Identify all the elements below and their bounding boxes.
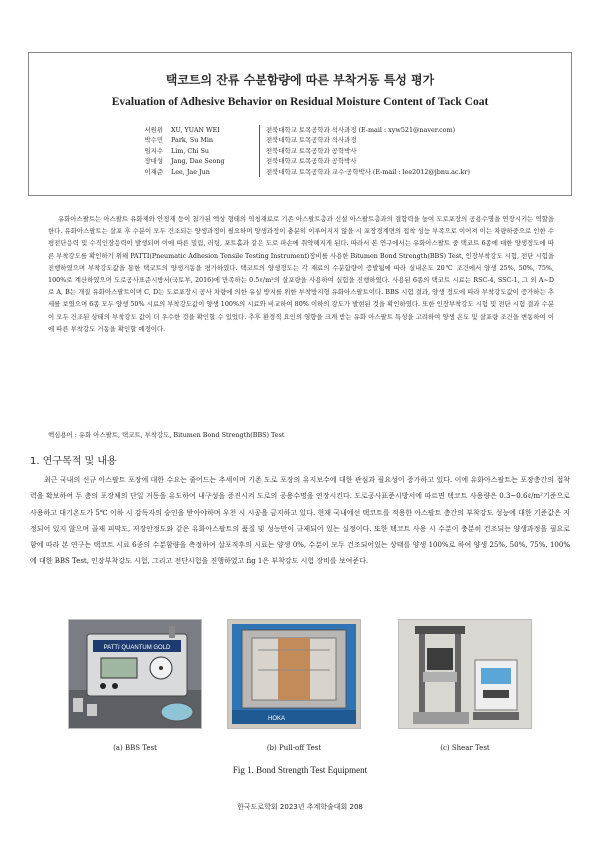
author-english-name: XU, YUAN WEI <box>171 126 220 134</box>
author-row <box>131 167 470 177</box>
figure-shear-test-photo <box>398 619 532 729</box>
author-english-name: Lim, Chi Su <box>171 146 209 155</box>
bbs-device-illustration <box>69 620 201 728</box>
pull-off-chamber-illustration <box>228 620 360 728</box>
author-korean-name: 장대성 <box>144 157 163 166</box>
title-korean: 택코트의 잔류 수분함량에 따른 부착거동 특성 평가 <box>165 73 435 87</box>
author-row <box>131 125 470 135</box>
divider <box>259 146 260 156</box>
author-korean-name: 임지수 <box>144 146 163 155</box>
author-affiliation: 전북대학교 토목공학과 석사과정 <box>266 136 357 145</box>
figure-bbs-test-photo <box>68 619 202 729</box>
author-row <box>131 146 470 156</box>
figure-caption-b: (b) Pull-off Test <box>266 744 322 752</box>
figure-title: Fig 1. Bond Strength Test Equipment <box>232 765 368 775</box>
divider <box>259 135 260 145</box>
author-english-name: Park, Su Min <box>171 136 214 145</box>
page-footer: 한국도로학회 2023년 추계학술대회 208 <box>237 803 363 811</box>
title-english: Evaluation of Adhesive Behavior on Residual Moisture Content of Tack Coat <box>111 96 489 108</box>
shear-machine-illustration <box>399 620 531 728</box>
keywords: 핵심용어 : 유화 아스팔트, 택코트, 부착강도, Bitumen Bond Strength(BBS) Test <box>48 431 285 439</box>
device-label: HOKA <box>268 716 286 722</box>
device-label: PATTI QUANTUM GOLD <box>103 645 171 651</box>
divider <box>259 156 260 166</box>
author-korean-name: 서원위 <box>144 126 163 134</box>
author-korean-name: 이재준 <box>144 167 163 176</box>
author-affiliation: 전북대학교 토목공학과 석사과정 (E-mail : xyw521@naver.com) <box>266 126 456 134</box>
title-box <box>28 52 572 196</box>
author-row <box>131 156 470 166</box>
author-affiliation: 전북대학교 토목공학과 공학박사 <box>266 157 357 166</box>
author-affiliation: 전북대학교 토목공학과 공학박사 <box>266 146 357 155</box>
section-heading: 1. 연구목적 및 내용 <box>30 456 117 467</box>
abstract: 유화아스팔트는 아스팔트 유화제와 안정제 등이 첨가된 액상 형태의 역청재료로 기존 아스팔트층과 신설 아스팔트층과의 결합력을 높여 도로포장의 공용수명을 연장시키는 역할을 한다. 유화아스팔트는 살포 후 수분이 모두 건조되는 양생과정이 필요하며 양생과정이 충분히 이루어지지 않을 시 포장경계면의 접착 성능 부족으로 이어져 이는 차량하중으로 인한 수평전단응력 및 수직인장응력이 발생되며 이에 따른 밀림, 러팅, 포트홀과 같은 도로 파손에 취약해지게 된다. 따라서 본 연구에서는 유화아스팔트 중 택코트 6종에 대한 양생정도에 따른 부착강도를 확인하기 위해 PATTI(Pneumatic Adhesion Tensile Testing Instrument)장비를 사용한 Bitumen Bond Strength(BBS) Test, 인장부착강도 시험, 전단 시험을 진행하였으며 부착강도값을 통한 택코트의 양생거동을 평가하였다. 택코트의 양생정도는 각 재료의 수분함량이 증발됨에 따라 실내온도 20℃ 조건에서 양생 25%, 50%, 75%, 100%로 계산하였으며 도로공사표준시방서(국토부, 2016)에 만족하는 0.5ℓ/m²의 살포량을 사용하여 실험을 진행하였다. 사용된 6종의 택코트 시료는 RSC-4, SSC-1, 그 외 A~D로 A, B는 개질 유화아스팔트이며 C, D는 도로포장시 공사 차량에 의한 유실 방지를 위한 부착방지형 유화아스팔트이다. BBS 시험 결과, 양생 정도에 따라 부착강도값이 증가하는 추세를 보였으며 6종 모두 양생 50% 시료의 부착강도값이 양생 100%의 시료와 비교하여 80% 이하의 강도가 발현된 것을 확인하였다. 또한 인장부착강도 시험 및 전단 시험 결과 수분이 모두 건조된 상태의 부착강도 값이 더 우수한 것을 확인할 수 있었다. 추후 환경적 요인의 영향을 크게 받는 유화 아스팔트 특성을 고려하여 양생 온도 및 살포량 조건을 변동하여 이에 따른 부착강도 거동을 확인할 예정이다. <box>48 215 554 333</box>
author-korean-name: 박수민 <box>144 136 163 145</box>
divider <box>259 167 260 177</box>
author-affiliation: 전북대학교 토목공학과 교수·공학박사 (E-mail : lee2012@jbnu.ac.kr) <box>266 167 470 176</box>
figure-caption-c: (c) Shear Test <box>440 744 490 752</box>
author-row <box>131 135 470 145</box>
figure-pull-off-test-photo <box>227 619 361 729</box>
divider <box>259 125 260 135</box>
body-paragraph: 최근 국내의 신규 아스팔트 포장에 대한 수요는 줄어드는 추세이며 기존 도로 포장의 유지보수에 대한 관심과 필요성이 증가하고 있다. 이에 유화아스팔트는 포장층간의 접착력을 확보하여 두 층의 포장체의 단일 거동을 유도하여 내구성을 증진시켜 도로의 공용수명을 연장시킨다. 도로공사표준시방서에 따르면 택코트 사용량은 0.3~0.6ℓ/m²기준으로 사용하고 대기온도가 5℃ 이하 시 감독자의 승인을 받아야하며 우천 시 시공을 금지하고 있다. 현재 국내에선 택코트를 적용한 아스팔트 층간의 부착강도 성능에 대한 기준값은 지정되어 있지 않으며 골재 피막도, 저장안정도와 같은 유화아스팔트의 품질 및 성능만이 규제되어 있는 실정이다. 또한 택코트 사용 시 수분이 충분히 건조되는 양생과정을 필요로 함에 따라 본 연구는 택코트 시료 6종의 수분함량을 측정하여 살포직후의 시료는 양생 0%, 수분이 모두 건조되어있는 상태를 양생 100%로 하여 양생 25%, 50%, 75%, 100%에 대한 BBS Test, 인장부착강도 시험, 그리고 전단시험을 진행하였고 fig 1은 부착강도 시험 장비를 보여준다. <box>30 476 570 566</box>
figure-caption-a: (a) BBS Test <box>113 744 157 752</box>
author-english-name: Lee, Jae Jun <box>171 167 210 176</box>
author-list <box>131 125 470 177</box>
author-english-name: Jang, Dae Seong <box>171 157 225 166</box>
